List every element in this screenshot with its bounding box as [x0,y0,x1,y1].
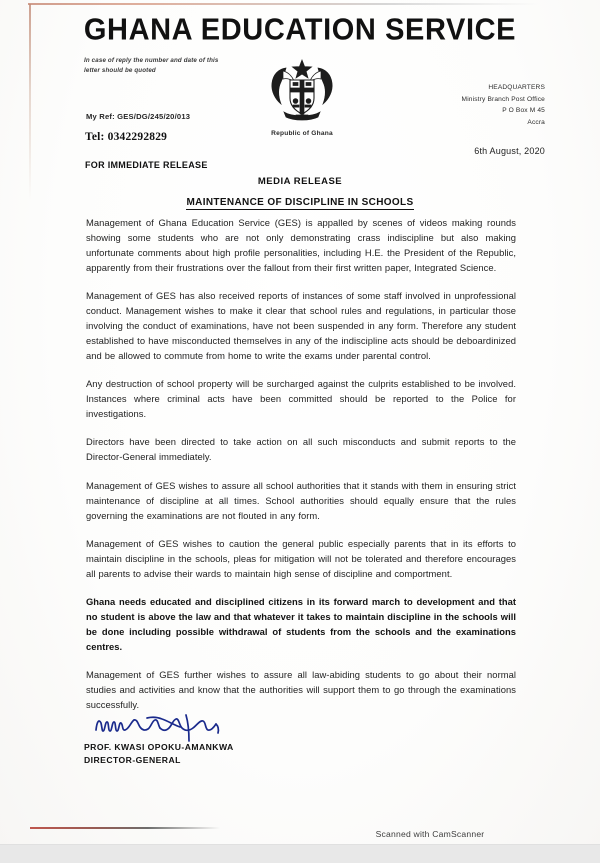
telephone-number: Tel: 0342292829 [85,131,168,143]
signatory-name: PROF. KWASI OPOKU-AMANKWA [84,742,234,752]
body-paragraph: Any destruction of school property will be surcharged against the culprits established to be involved. Instances where criminal acts have been committed should be reported to the Police for investigations. [86,378,516,419]
headquarters-address [385,82,545,129]
signature-block [84,712,344,765]
reference-number: My Ref: GES/DG/245/20/013 [86,112,191,121]
document-subject-text: MAINTENANCE OF DISCIPLINE IN SCHOOLS [186,197,414,208]
document-body [86,216,516,726]
scan-edge-top [28,3,538,5]
crest-caption: Republic of Ghana [271,130,333,137]
coat-of-arms-emblem [256,58,348,137]
hq-line-2: Ministry Branch Post Office [461,95,545,103]
document-date-text: 6th August, 2020 [474,146,545,156]
reply-instruction-note: In case of reply the number and date of this letter should be quoted [84,57,219,74]
ghana-coat-of-arms-icon [266,58,338,124]
body-paragraph: Management of GES wishes to assure all school authorities that it stands with them in ensuring strict maintenance of discipline at all times. School authorities should equally ensure that the rules governing the examinations are not flouted in any form. [86,479,516,521]
body-paragraph: Management of GES has also received reports of instances of some staff involved in unprofessional conduct. Management wishes to make it clear that school rules and regulations, in particular those involving the conduct of examinations, have not been suspended in any form. Therefore any student established to have misconducted themselves in any of the indiscipline acts should be deboardinized and be allowed to commute from home to write the exams under parental control. [86,290,516,361]
handwritten-signature-icon [90,712,240,744]
viewer-bottom-strip [0,844,600,863]
media-release-heading: MEDIA RELEASE [257,176,343,187]
document-subject-heading [0,197,600,208]
organization-title: GHANA EDUCATION SERVICE [83,13,517,47]
body-paragraph: Management of GES wishes to caution the general public especially parents that in its efforts to maintain discipline in the schools, pleas for mitigation will not be tolerated and therefore encourages all parents to advise their wards to maintain high sense of discipline and comportment. [86,537,516,579]
body-paragraph: Ghana needs educated and disciplined citizens in its forward march to development and that no student is above the law and that whatever it takes to maintain discipline in the schools will be done including possible withdrawal of students from the schools and the examinations centres. [86,596,516,652]
body-paragraph: Directors have been directed to take action on all such misconducts and submit reports to the Director-General immediately. [86,436,516,463]
scanner-watermark: Scanned with CamScanner [375,829,485,839]
signatory-role: DIRECTOR-GENERAL [84,755,181,765]
hq-line-3: P O Box M 45 [502,107,545,115]
immediate-release-label: FOR IMMEDIATE RELEASE [85,160,208,170]
scan-edge-bottom [30,827,220,829]
hq-line-1: HEADQUARTERS [488,84,545,91]
document-date [380,146,545,156]
body-paragraph: Management of GES further wishes to assure all law-abiding students to go about their normal studies and activities and know that the authorities will support them to go through the examinations successfully. [86,669,516,711]
hq-line-4: Accra [527,119,545,127]
body-paragraph: Management of Ghana Education Service (GES) is appalled by scenes of videos making rounds showing some students who are not only demonstrating crass indiscipline but also making unfortunate comments about high profile personalities, including H.E. the President of the Republic, apparently from their frustrations over the fallout from their first written paper, Integrated Science. [86,217,516,273]
